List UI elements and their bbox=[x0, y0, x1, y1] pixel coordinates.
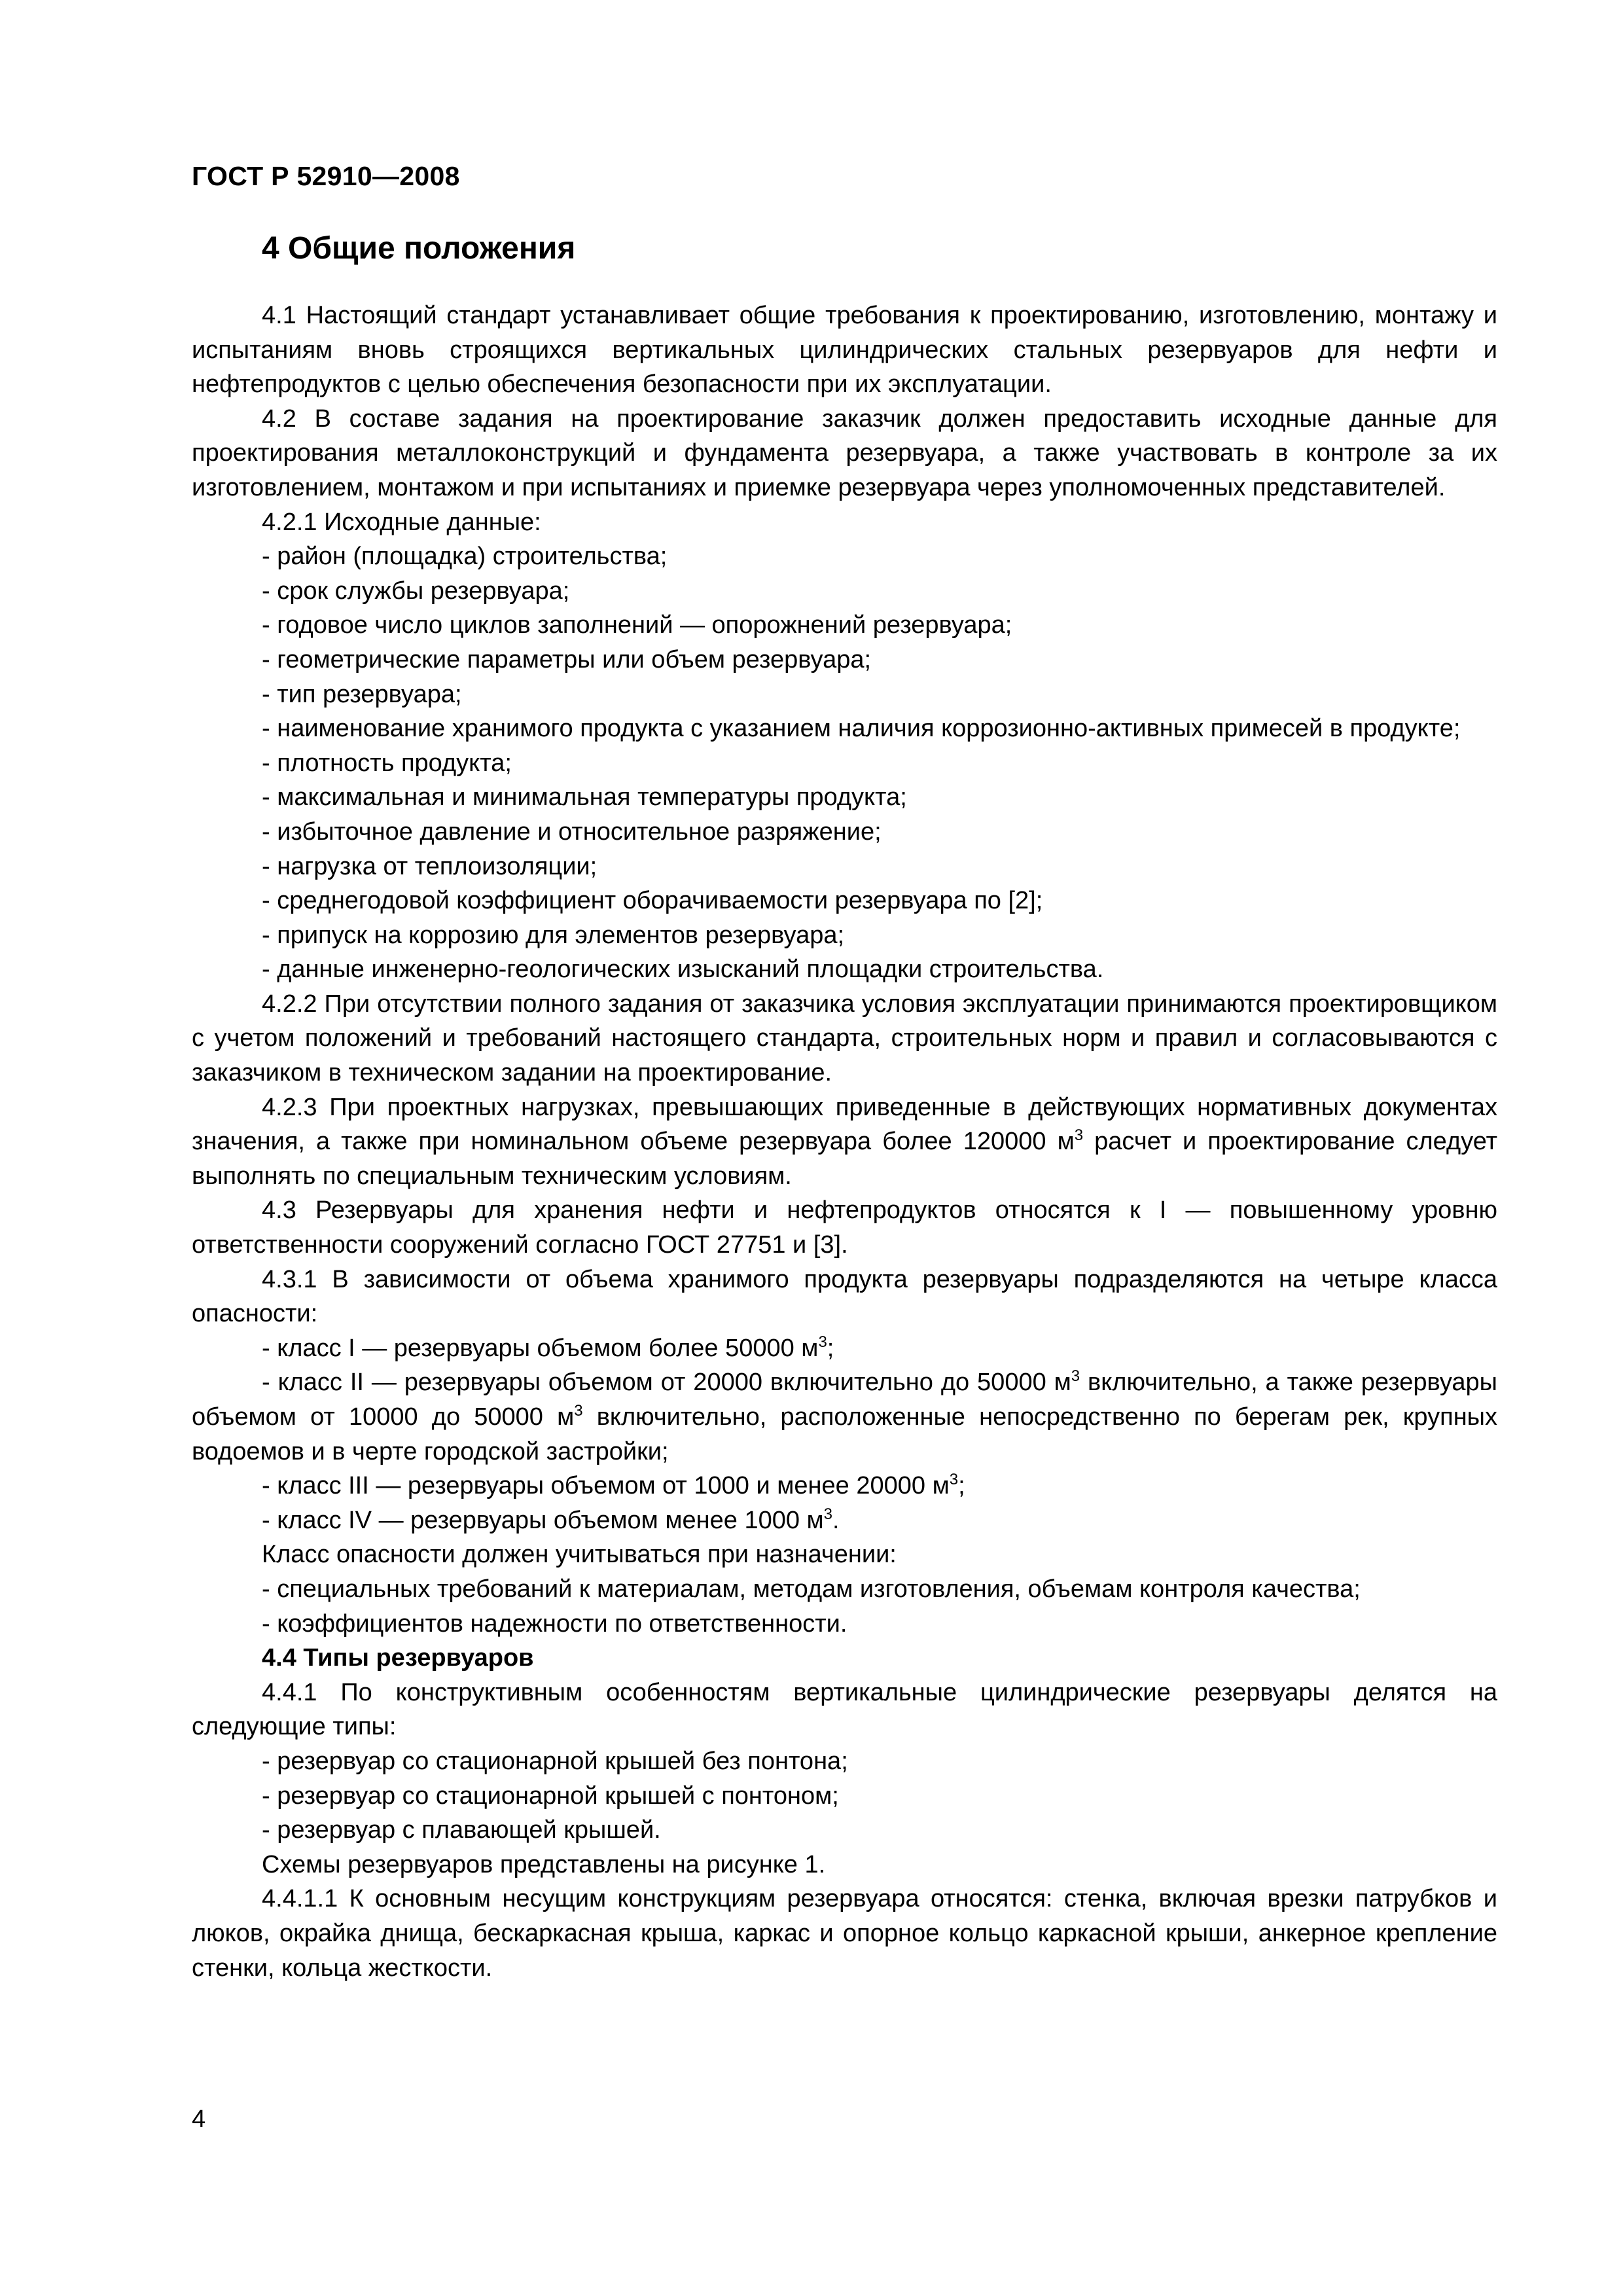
list-item: - срок службы резервуара; bbox=[262, 577, 570, 605]
list-item: - припуск на коррозию для элементов резервуара; bbox=[262, 921, 845, 949]
paragraph-4-2: 4.2 В составе задания на проектирование заказчик должен предоставить исходные данные для проектирования металлоконструкций и фундамента резервуара, а также участвовать в контроле за их изготовлением, монтажом и при испытаниях и приемке резервуара через уполномоченных представителей. bbox=[192, 404, 1497, 501]
page-number: 4 bbox=[192, 2106, 206, 2133]
list-item: - максимальная и минимальная температуры продукта; bbox=[262, 783, 907, 812]
list-item: - тип резервуара; bbox=[262, 680, 462, 708]
document-body bbox=[192, 298, 1497, 1985]
document-code-header: ГОСТ Р 52910—2008 bbox=[192, 161, 460, 191]
list-item: - специальных требований к материалам, методам изготовления, объемам контроля качества; bbox=[262, 1575, 1361, 1603]
list-item-text: - класс IV — резервуары объемом менее 1000 м bbox=[262, 1506, 824, 1534]
class-note-intro: Класс опасности должен учитываться при назначении: bbox=[262, 1541, 897, 1569]
list-item: - данные инженерно-геологических изысканий площадки строительства. bbox=[262, 956, 1104, 984]
paragraph-4-4-1-1: 4.4.1.1 К основным несущим конструкциям резервуара относятся: стенка, включая врезки патрубков и люков, окрайка днища, бескаркасная крыша, каркас и опорное кольцо каркасной крыши, анкерное крепление стенки, кольца жесткости. bbox=[192, 1885, 1497, 1982]
superscript: 3 bbox=[574, 1402, 583, 1420]
paragraph-4-3-1: 4.3.1 В зависимости от объема хранимого продукта резервуары подразделяются на четыре класса опасности: bbox=[192, 1265, 1497, 1328]
list-item: - резервуар с плавающей крышей. bbox=[262, 1816, 661, 1844]
list-item-text: включительно, а также резервуары объемом от 10000 до 50000 м bbox=[192, 1369, 1497, 1431]
paragraph-text: 4.2.3 При проектных нагрузках, превышающих приведенные в действующих нормативных документах значения, а также при номинальном объеме резервуара более 120000 м bbox=[192, 1093, 1497, 1156]
list-item-class-2 bbox=[192, 1365, 1497, 1469]
paragraph-text: расчет и проектирование следует выполнять по специальным техническим условиям. bbox=[192, 1128, 1498, 1190]
paragraph-4-4-1: 4.4.1 По конструктивным особенностям вертикальные цилиндрические резервуары делятся на следующие типы: bbox=[192, 1678, 1497, 1741]
list-item-class-3 bbox=[192, 1469, 1497, 1503]
list-item-class-1 bbox=[192, 1331, 1497, 1366]
subsection-title: 4.4 Типы резервуаров bbox=[262, 1644, 534, 1672]
list-item: - наименование хранимого продукта с указанием наличия коррозионно-активных примесей в продукте; bbox=[262, 715, 1461, 743]
paragraph-4-3: 4.3 Резервуары для хранения нефти и нефтепродуктов относятся к I — повышенному уровню ответственности сооружений согласно ГОСТ 27751 и [3]. bbox=[192, 1196, 1497, 1259]
list-item: - плотность продукта; bbox=[262, 749, 512, 777]
list-item: - резервуар со стационарной крышей с понтоном; bbox=[262, 1782, 839, 1810]
superscript: 3 bbox=[1074, 1126, 1084, 1145]
list-item: - резервуар со стационарной крышей без понтона; bbox=[262, 1747, 848, 1775]
list-item-text: ; bbox=[827, 1334, 834, 1362]
list-item-text: . bbox=[832, 1506, 840, 1534]
list-item-text: - класс I — резервуары объемом более 50000 м bbox=[262, 1334, 819, 1362]
section-title: 4 Общие положения bbox=[262, 231, 576, 266]
list-item: - избыточное давление и относительное разряжение; bbox=[262, 817, 882, 846]
figure-reference: Схемы резервуаров представлены на рисунке 1. bbox=[262, 1850, 826, 1878]
superscript: 3 bbox=[818, 1333, 827, 1351]
list-item-text: - класс III — резервуары объемом от 1000 и менее 20000 м bbox=[262, 1472, 950, 1500]
paragraph-4-2-3 bbox=[192, 1090, 1497, 1194]
superscript: 3 bbox=[823, 1505, 833, 1523]
list-item: - район (площадка) строительства; bbox=[262, 543, 668, 571]
paragraph-4-2-2: 4.2.2 При отсутствии полного задания от заказчика условия эксплуатации принимаются проектировщиком с учетом положений и требований настоящего стандарта, строительных норм и правил и согласовываются с заказчиком в техническом задании на проектирование. bbox=[192, 990, 1497, 1087]
list-item: - годовое число циклов заполнений — опорожнений резервуара; bbox=[262, 611, 1012, 639]
list-item: - среднегодовой коэффициент оборачиваемости резервуара по [2]; bbox=[262, 887, 1043, 915]
list-item-class-4 bbox=[192, 1503, 1497, 1538]
list-item-text: - класс II — резервуары объемом от 20000 включительно до 50000 м bbox=[262, 1369, 1071, 1397]
list-item: - коэффициентов надежности по ответственности. bbox=[262, 1609, 847, 1638]
list-item-text: включительно, расположенные непосредственно по берегам рек, крупных водоемов и в черте городской застройки; bbox=[192, 1403, 1497, 1465]
list-item-text: ; bbox=[958, 1472, 965, 1500]
list-item: - нагрузка от теплоизоляции; bbox=[262, 852, 597, 880]
paragraph-4-2-1: 4.2.1 Исходные данные: bbox=[262, 508, 541, 536]
superscript: 3 bbox=[1071, 1367, 1080, 1386]
paragraph-4-1: 4.1 Настоящий стандарт устанавливает общие требования к проектированию, изготовлению, монтажу и испытаниям вновь строящихся вертикальных цилиндрических стальных резервуаров для нефти и нефтепродуктов с целью обеспечения безопасности при их эксплуатации. bbox=[192, 302, 1497, 399]
list-item: - геометрические параметры или объем резервуара; bbox=[262, 645, 872, 673]
superscript: 3 bbox=[949, 1471, 959, 1489]
